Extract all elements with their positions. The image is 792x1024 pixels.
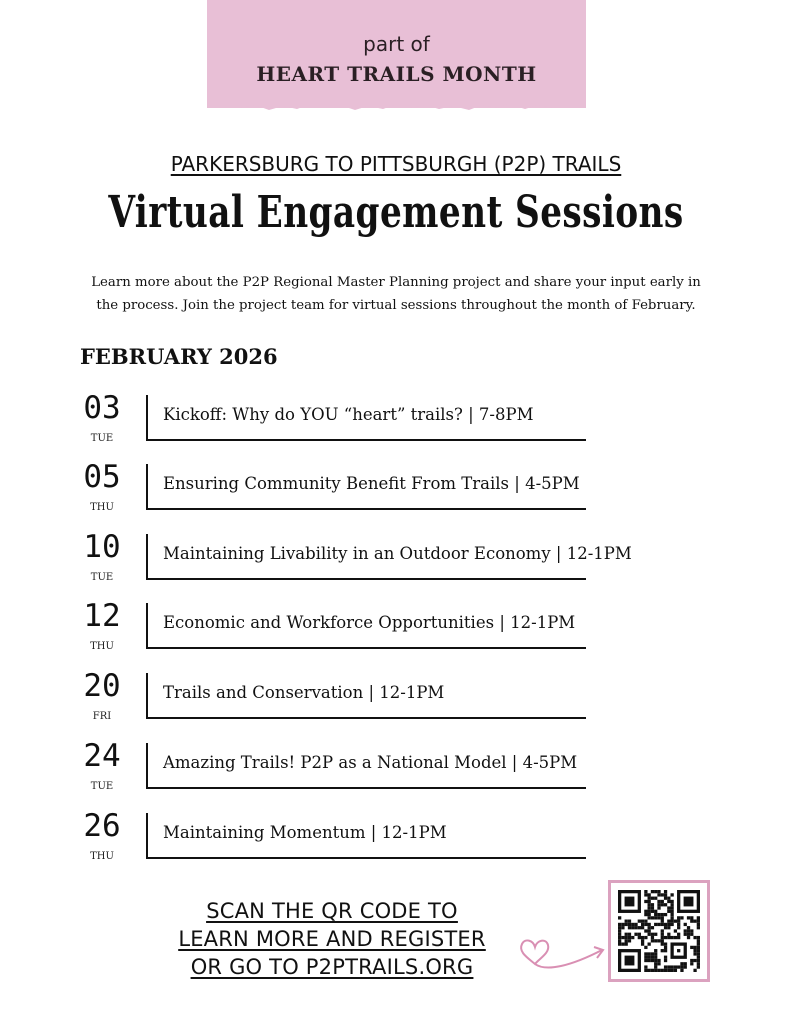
qr-code-icon[interactable] <box>618 890 700 972</box>
banner-title: HEART TRAILS MONTH <box>256 62 537 86</box>
cta-line: SCAN THE QR CODE TO <box>206 899 458 923</box>
session-title: Kickoff: Why do YOU “heart” trails? | 7-8PM <box>163 405 534 424</box>
intro-line: the process. Join the project team for virtual sessions throughout the month of February. <box>96 298 696 313</box>
session-day-number: 12 <box>83 598 121 634</box>
session-title: Ensuring Community Benefit From Trails | 4-5PM <box>163 474 580 493</box>
session-item <box>0 390 792 465</box>
heart-arrow-icon <box>516 928 608 978</box>
session-day-number: 20 <box>83 668 121 704</box>
session-weekday: TUE <box>90 433 114 444</box>
session-title: Amazing Trails! P2P as a National Model | 4-5PM <box>163 753 578 772</box>
session-day-number: 10 <box>83 529 121 565</box>
month-heading: FEBRUARY 2026 <box>80 344 278 369</box>
session-day-number: 05 <box>83 459 121 495</box>
cta-link[interactable]: OR GO TO P2PTRAILS.ORG <box>190 955 474 979</box>
session-item <box>0 529 792 604</box>
session-item <box>0 668 792 743</box>
register-call-to-action[interactable] <box>142 897 522 981</box>
session-item <box>0 459 792 534</box>
qr-code-frame[interactable] <box>608 880 710 982</box>
cta-line: LEARN MORE AND REGISTER <box>178 927 486 951</box>
banner-subtitle: part of <box>363 32 430 56</box>
intro-line: Learn more about the P2P Regional Master Planning project and share your input early in <box>91 275 701 290</box>
session-weekday: TUE <box>90 572 114 583</box>
session-day-number: 03 <box>83 390 121 426</box>
session-title: Trails and Conservation | 12-1PM <box>163 683 445 702</box>
session-day-number: 24 <box>83 738 121 774</box>
torn-paper-edge <box>207 96 586 118</box>
intro-paragraph <box>70 271 722 317</box>
session-title: Maintaining Momentum | 12-1PM <box>163 823 447 842</box>
session-weekday: FRI <box>92 711 112 722</box>
session-title: Economic and Workforce Opportunities | 12-1PM <box>163 613 576 632</box>
session-weekday: THU <box>90 502 114 513</box>
session-weekday: TUE <box>90 781 114 792</box>
session-item <box>0 738 792 813</box>
session-title: Maintaining Livability in an Outdoor Economy | 12-1PM <box>163 544 632 563</box>
session-weekday: THU <box>90 641 114 652</box>
session-day-number: 26 <box>83 808 121 844</box>
page-title: Virtual Engagement Sessions <box>108 187 684 238</box>
session-weekday: THU <box>90 851 114 862</box>
project-title: PARKERSBURG TO PITTSBURGH (P2P) TRAILS <box>170 152 622 176</box>
session-item <box>0 808 792 883</box>
session-item <box>0 598 792 673</box>
